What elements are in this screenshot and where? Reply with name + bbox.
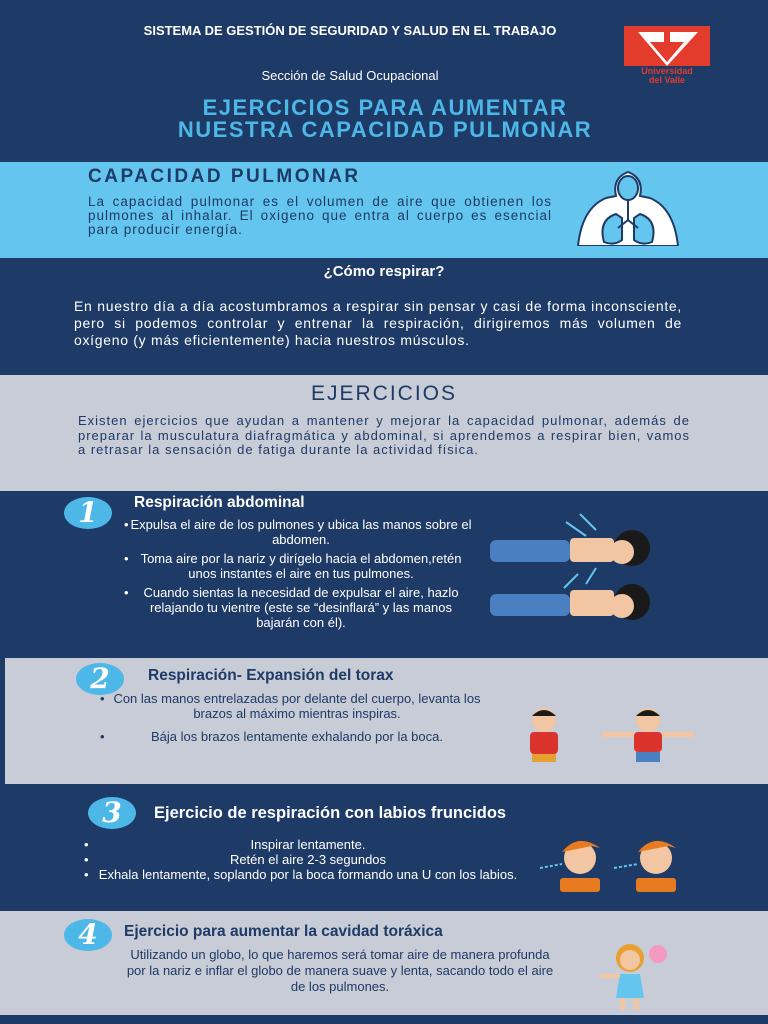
exercise-2-bullet: • Bája los brazos lentamente exhalando por la boca. [104,729,490,744]
exercises-intro-text: Existen ejercicios que ayudan a mantener y mejorar la capacidad pulmonar, además de preparar la musculatura diafragmática y abdominal, si aprendemos a respirar bien, vamos a retrasar la sensación de fatiga durante la actividad física. [78,413,690,457]
lungs-icon [576,168,680,246]
logo-text-line1: Universidad [641,66,693,76]
section-subtitle: Sección de Salud Ocupacional [261,68,439,83]
exercise-3-bullet: • Exhala lentamente, soplando por la boca formando una U con los labios. [88,867,528,882]
boy-arms-down [530,708,558,762]
balloon-girl-illustration [596,940,686,1012]
exercise-2-bullet: • Con las manos entrelazadas por delante del cuerpo, levanta los brazos al máximo mientras inspiras. [104,691,490,721]
exercise-3-title: Ejercicio de respiración con labios fruncidos [154,804,507,822]
breathing-title: ¿Cómo respirar? [323,263,445,280]
balloon-icon [649,945,667,963]
exercise-1-bullet: • Expulsa el aire de los pulmones y ubica las manos sobre el abdomen. [128,517,474,547]
page-title-line1: EJERCICIOS PARA AUMENTAR [202,95,568,120]
exercise-4-number-badge: 4 [64,919,112,951]
exercise-3-bullet: • Inspirar lentamente. [88,837,528,852]
exercise-2-number-badge: 2 [76,663,124,695]
man-inhaling [540,841,600,892]
exercise-4-text: Utilizando un globo, lo que haremos será tomar aire de manera profunda por la nariz e inflar el globo de manera suave y lenta, sacando todo el aire de los pulmones. [126,947,554,994]
person-lying-top [490,514,650,566]
exercise-3-bullet: • Retén el aire 2-3 segundos [88,852,528,867]
exercise-4-title: Ejercicio para aumentar la cavidad toráxica [124,923,443,940]
boy-arms-up [602,708,694,762]
exercise-2-title: Respiración- Expansión del torax [148,667,394,684]
exercise-1-number-badge: 1 [64,497,112,529]
exercise-1-list [128,517,474,634]
capacity-title: CAPACIDAD PULMONAR [88,166,361,187]
page-title-line2: NUESTRA CAPACIDAD PULMONAR [177,117,593,142]
capacity-text: La capacidad pulmonar es el volumen de aire que obtienen los pulmones al inhalar. El oxigeno que entra al cuerpo es esencial para producir energía. [88,194,552,237]
chest-expansion-illustration [510,706,696,766]
breathing-text: En nuestro día a día acostumbramos a respirar sin pensar y casi de forma inconsciente, pero si podemos controlar y entrenar la respiración, dirigiremos más volumen de oxígeno (y más eficientemente) hacia nuestros músculos. [74,298,682,348]
university-logo-text [620,67,714,85]
pursed-lips-illustration [540,838,690,894]
exercise-1-bullet: • Toma aire por la nariz y dirígelo hacia el abdomen,retén unos instantes el aire en tus pulmones. [128,551,474,581]
page-title [40,97,730,141]
exercise-1-bullet: • Cuando sientas la necesidad de expulsar el aire, hazlo relajando tu vientre (este se “desinflará” y las manos bajarán con él). [128,585,474,630]
exercise-2-list [104,691,490,752]
exercise-3-number-badge: 3 [88,797,136,829]
logo-text-line2: del Valle [648,75,686,85]
exercise-3-list [88,837,528,882]
person-lying-bottom [490,568,650,620]
organization-title: SISTEMA DE GESTIÓN DE SEGURIDAD Y SALUD EN EL TRABAJO [143,23,557,38]
exercise-1-title: Respiración abdominal [134,494,305,511]
lying-person-illustration [486,510,664,622]
man-exhaling [614,841,676,892]
exercises-title: EJERCICIOS [310,382,458,405]
